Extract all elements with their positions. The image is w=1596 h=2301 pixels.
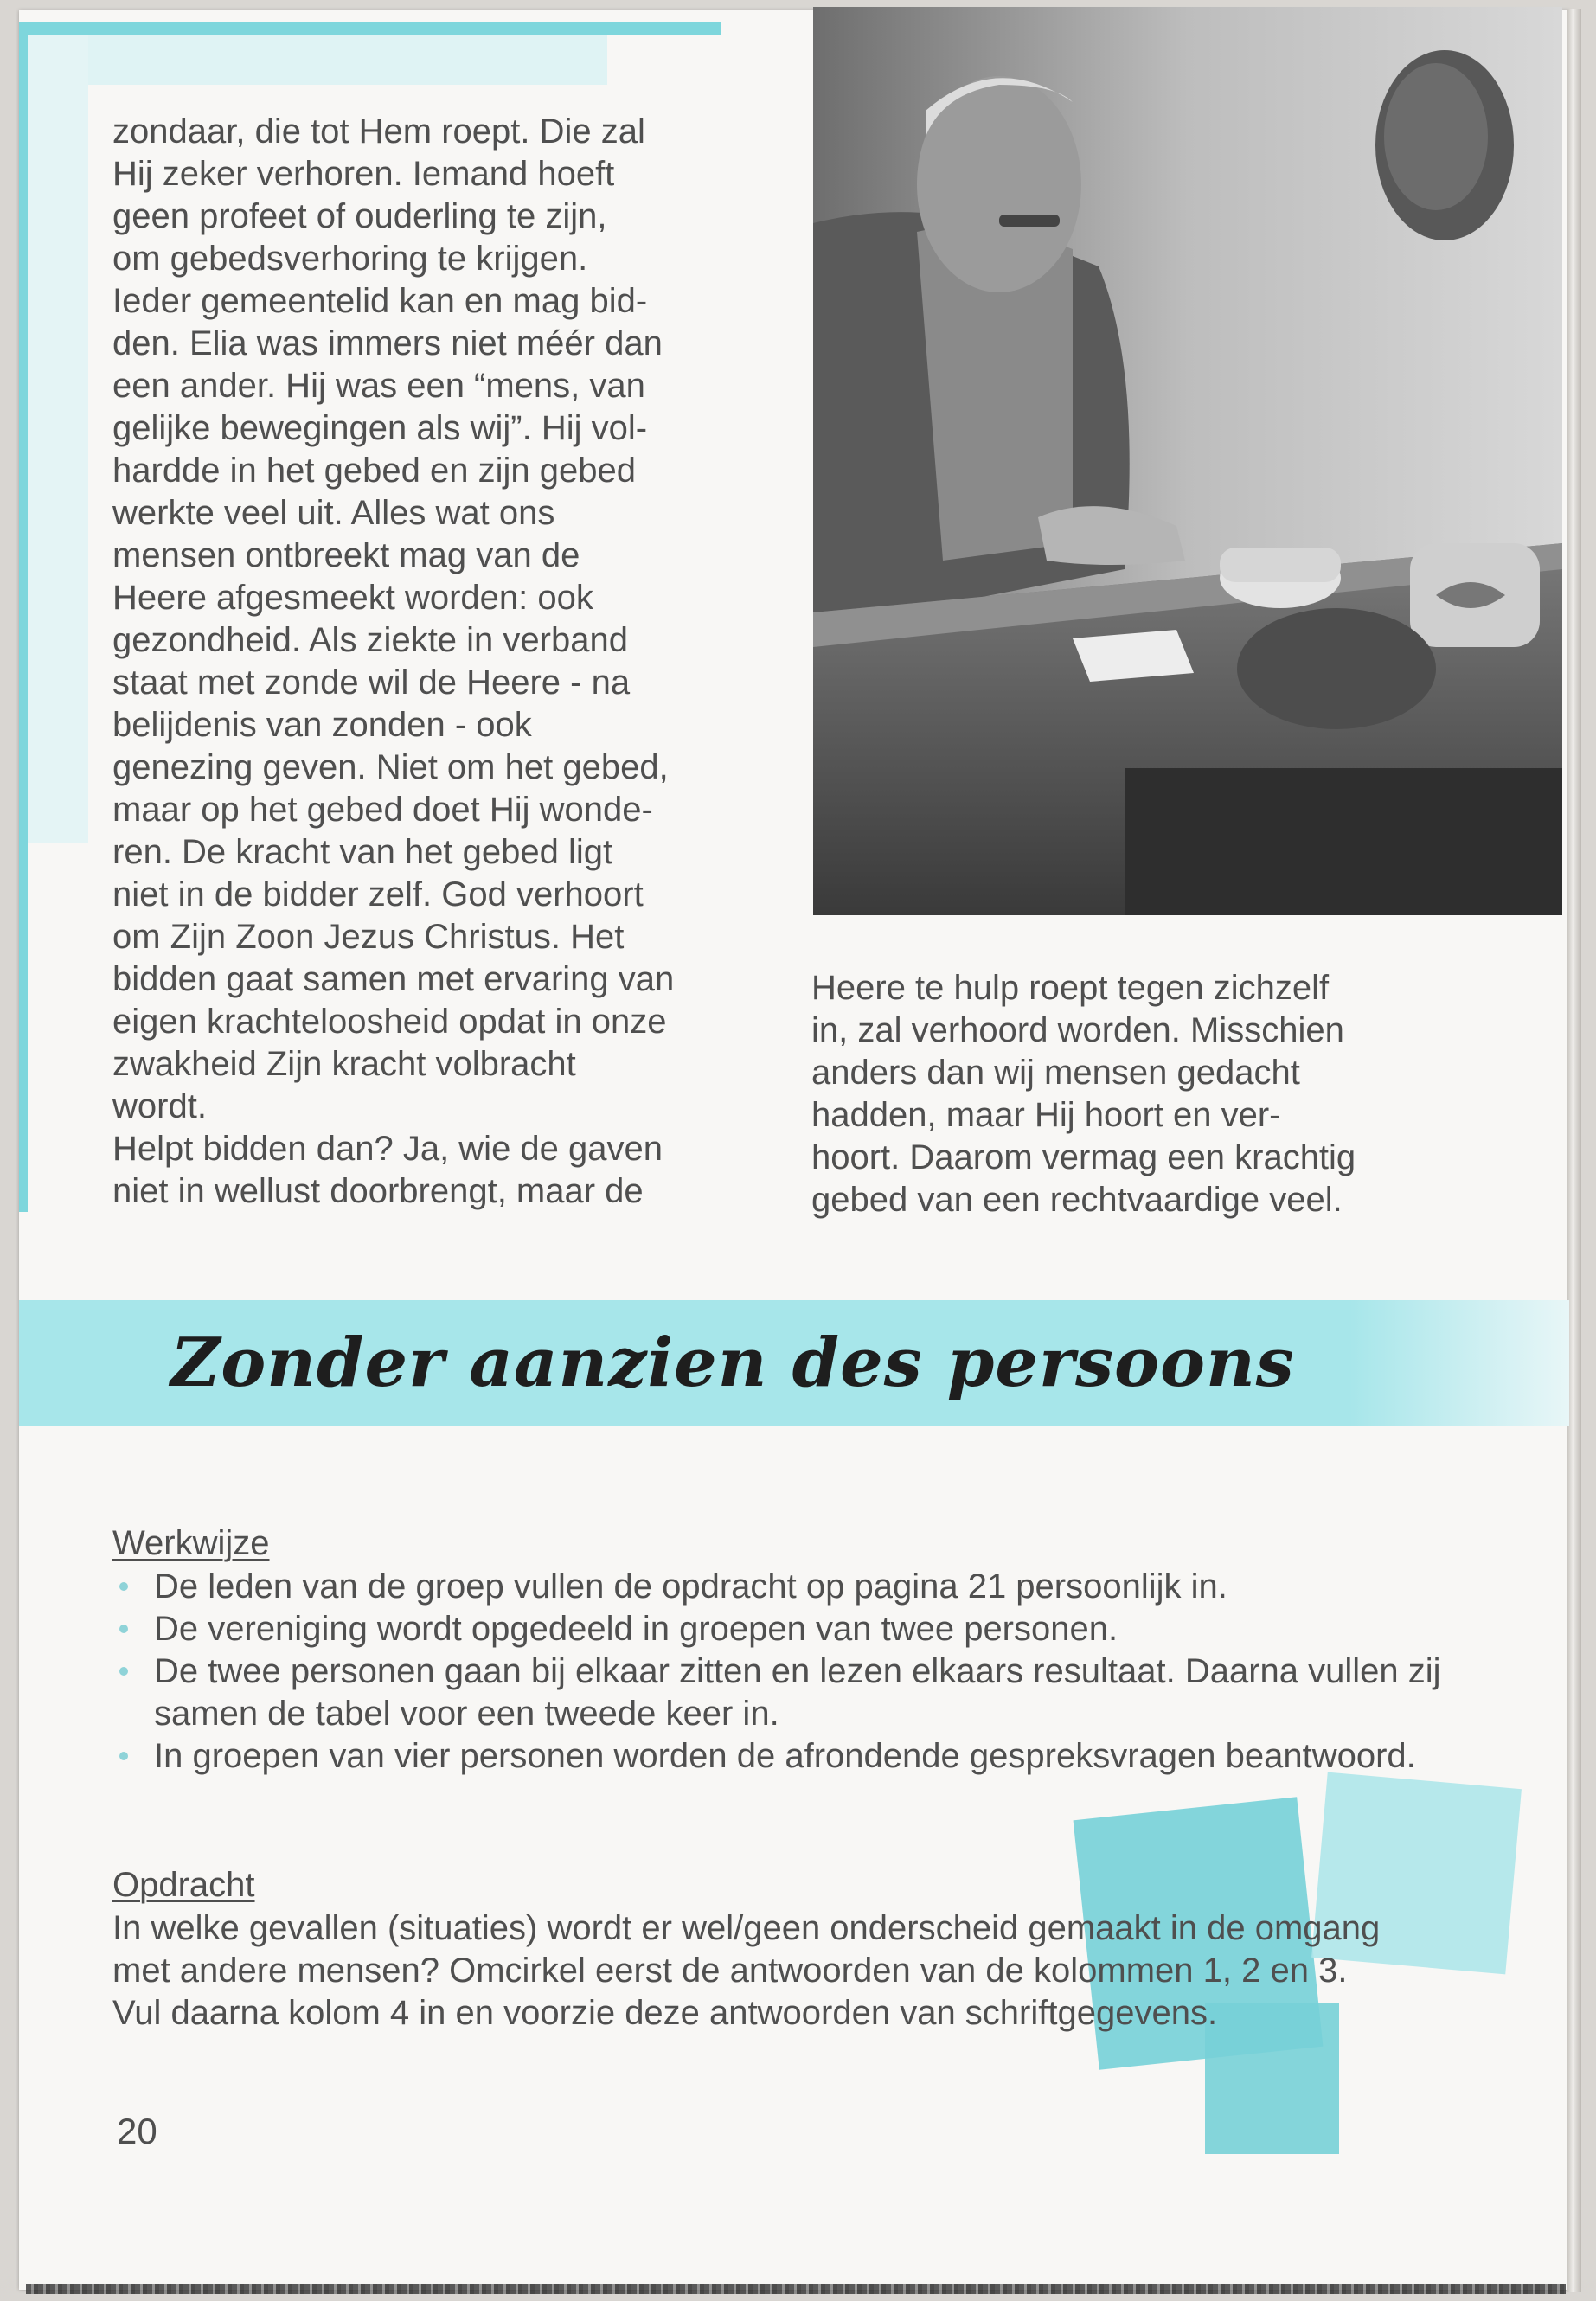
list-item: De vereniging wordt opgedeeld in groepen van twee personen. bbox=[112, 1608, 1462, 1650]
right-column-text: Heere te hulp roept tegen zichzelf in, zal verhoord worden. Misschien anders dan wij mensen gedacht hadden, maar Hij hoort en ver- hoort. Daarom vermag een krachtig gebed van een rechtvaardige veel. bbox=[811, 969, 1356, 1219]
werkwijze-list bbox=[112, 1566, 1462, 1778]
left-column-text: zondaar, die tot Hem roept. Die zal Hij zeker verhoren. Iemand hoeft geen profeet of ouderling te zijn, om gebedsverhoring te krijgen. Ieder gemeentelid kan en mag bid- den. Elia was immers niet méér dan een ander. Hij was een “mens, van gelijke bewegingen als wij”. Hij vol- hardde in het gebed en zijn gebed werkte veel uit. Alles wat ons mensen ontbreekt mag van de Heere afgesmeekt worden: ook gezondheid. Als ziekte in verband staat met zonde wil de Heere - na belijdenis van zonden - ook genezing geven. Niet om het gebed, maar op het gebed doet Hij wonde- ren. De kracht van het gebed ligt niet in de bidder zelf. God verhoort om Zijn Zoon Jezus Christus. Het bidden gaat samen met ervaring van eigen krachteloosheid opdat in onze zwakheid Zijn kracht volbracht wordt. Helpt bidden dan? Ja, wie de gaven niet in wellust doorbrengt, maar de bbox=[112, 112, 675, 1210]
photo-man-praying-at-table bbox=[813, 7, 1562, 915]
accent-bar-top bbox=[19, 22, 721, 35]
accent-bar-left bbox=[19, 22, 28, 1212]
list-item: De twee personen gaan bij elkaar zitten en lezen elkaars resultaat. Daarna vullen zij samen de tabel voor een tweede keer in. bbox=[112, 1650, 1462, 1735]
photo-illustration bbox=[813, 7, 1562, 915]
page-number: 20 bbox=[117, 2111, 157, 2151]
bottom-strip bbox=[26, 2284, 1566, 2294]
list-item: De leden van de groep vullen de opdracht op pagina 21 persoonlijk in. bbox=[112, 1566, 1462, 1608]
section-title: Zonder aanzien des persoons bbox=[170, 1324, 1295, 1402]
page-edge bbox=[1567, 9, 1581, 2292]
opdracht-text: In welke gevallen (situaties) wordt er wel/geen onderscheid gemaakt in de omgang met andere mensen? Omcirkel eerst de antwoorden van de kolommen 1, 2 en 3. Vul daarna kolom 4 in en voorzie deze antwoorden van schriftgegevens. bbox=[112, 1909, 1381, 2032]
opdracht-heading: Opdracht bbox=[112, 1866, 255, 1904]
accent-band-top bbox=[19, 35, 607, 85]
accent-panel-left bbox=[28, 35, 88, 843]
list-item: In groepen van vier personen worden de afrondende gespreksvragen beantwoord. bbox=[112, 1735, 1462, 1778]
werkwijze-heading: Werkwijze bbox=[112, 1524, 270, 1562]
